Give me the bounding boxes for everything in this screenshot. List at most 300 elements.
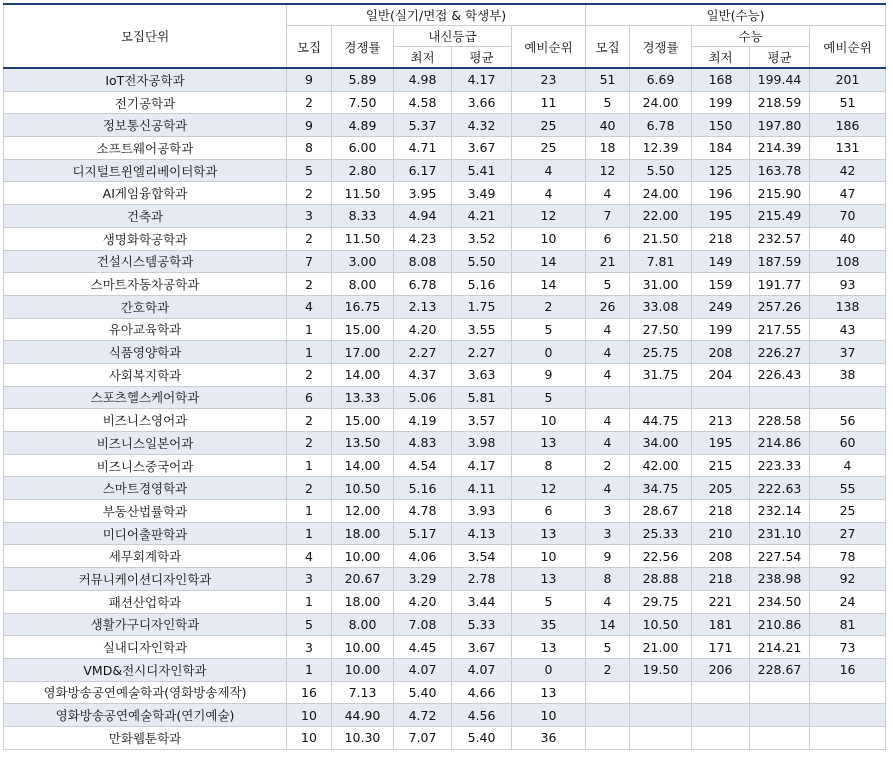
table-row — [4, 91, 886, 114]
general-recruit: 10 — [287, 704, 332, 727]
csat-waitlist: 55 — [810, 477, 886, 500]
general-waitlist: 25 — [512, 114, 586, 137]
csat-waitlist — [810, 386, 886, 409]
general-grade-average: 2.27 — [452, 341, 512, 364]
csat-score-lowest: 206 — [692, 658, 750, 681]
department-name: AI게임융합학과 — [4, 182, 287, 205]
general-grade-lowest: 3.29 — [394, 568, 452, 591]
header-g-waitlist: 예비순위 — [512, 26, 586, 69]
general-grade-average: 4.32 — [452, 114, 512, 137]
general-grade-average: 3.52 — [452, 227, 512, 250]
general-waitlist: 11 — [512, 91, 586, 114]
department-name: 디지털트윈엘리베이터학과 — [4, 159, 287, 182]
general-waitlist: 0 — [512, 341, 586, 364]
csat-score-lowest: 208 — [692, 341, 750, 364]
csat-waitlist: 56 — [810, 409, 886, 432]
csat-competition: 25.33 — [630, 522, 692, 545]
csat-score-lowest: 215 — [692, 454, 750, 477]
general-grade-average: 4.66 — [452, 681, 512, 704]
csat-score-average: 215.49 — [750, 205, 810, 228]
csat-competition: 5.50 — [630, 159, 692, 182]
general-waitlist: 10 — [512, 704, 586, 727]
general-grade-lowest: 2.27 — [394, 341, 452, 364]
general-waitlist: 10 — [512, 227, 586, 250]
csat-waitlist: 27 — [810, 522, 886, 545]
general-grade-average: 3.67 — [452, 137, 512, 160]
csat-recruit: 4 — [586, 363, 630, 386]
general-waitlist: 6 — [512, 500, 586, 523]
general-recruit: 1 — [287, 500, 332, 523]
table-row — [4, 159, 886, 182]
general-recruit: 8 — [287, 137, 332, 160]
table-row — [4, 409, 886, 432]
general-grade-lowest: 4.72 — [394, 704, 452, 727]
csat-recruit: 3 — [586, 522, 630, 545]
general-competition: 14.00 — [332, 454, 394, 477]
csat-recruit — [586, 386, 630, 409]
general-recruit: 9 — [287, 68, 332, 91]
department-name: 스마트자동차공학과 — [4, 273, 287, 296]
table-row — [4, 227, 886, 250]
table-row — [4, 341, 886, 364]
general-grade-average: 1.75 — [452, 295, 512, 318]
csat-waitlist: 93 — [810, 273, 886, 296]
general-recruit: 4 — [287, 545, 332, 568]
csat-recruit: 51 — [586, 68, 630, 91]
csat-competition — [630, 386, 692, 409]
general-competition: 4.89 — [332, 114, 394, 137]
csat-score-average: 232.57 — [750, 227, 810, 250]
general-grade-lowest: 4.98 — [394, 68, 452, 91]
general-grade-lowest: 5.06 — [394, 386, 452, 409]
general-competition: 11.50 — [332, 227, 394, 250]
csat-score-lowest: 171 — [692, 636, 750, 659]
header-c-competition: 경쟁률 — [630, 26, 692, 69]
general-waitlist: 13 — [512, 522, 586, 545]
csat-waitlist: 37 — [810, 341, 886, 364]
csat-competition: 31.75 — [630, 363, 692, 386]
header-group-general-csat: 일반(수능) — [586, 4, 886, 26]
csat-score-average: 187.59 — [750, 250, 810, 273]
csat-score-average: 210.86 — [750, 613, 810, 636]
csat-waitlist — [810, 726, 886, 749]
csat-score-average: 228.58 — [750, 409, 810, 432]
general-grade-average: 3.93 — [452, 500, 512, 523]
department-name: 비즈니스중국어과 — [4, 454, 287, 477]
table-row — [4, 318, 886, 341]
csat-recruit: 5 — [586, 636, 630, 659]
general-grade-average: 3.57 — [452, 409, 512, 432]
csat-score-average: 217.55 — [750, 318, 810, 341]
general-grade-average: 3.49 — [452, 182, 512, 205]
table-row — [4, 636, 886, 659]
general-grade-average: 5.40 — [452, 726, 512, 749]
general-grade-lowest: 5.37 — [394, 114, 452, 137]
csat-competition: 6.69 — [630, 68, 692, 91]
general-recruit: 2 — [287, 91, 332, 114]
table-row — [4, 681, 886, 704]
general-recruit: 6 — [287, 386, 332, 409]
department-name: 영화방송공연예술학과(영화방송제작) — [4, 681, 287, 704]
csat-score-lowest: 210 — [692, 522, 750, 545]
general-grade-lowest: 7.08 — [394, 613, 452, 636]
csat-waitlist: 47 — [810, 182, 886, 205]
csat-score-average: 223.33 — [750, 454, 810, 477]
department-name: 유아교육학과 — [4, 318, 287, 341]
csat-score-average: 231.10 — [750, 522, 810, 545]
csat-score-average: 191.77 — [750, 273, 810, 296]
general-waitlist: 13 — [512, 636, 586, 659]
csat-recruit: 2 — [586, 454, 630, 477]
csat-competition: 27.50 — [630, 318, 692, 341]
general-grade-average: 4.21 — [452, 205, 512, 228]
csat-score-average: 227.54 — [750, 545, 810, 568]
csat-waitlist: 38 — [810, 363, 886, 386]
header-g-lowest: 최저 — [394, 47, 452, 69]
general-recruit: 2 — [287, 432, 332, 455]
table-row — [4, 568, 886, 591]
general-grade-average: 3.44 — [452, 590, 512, 613]
general-grade-average: 3.98 — [452, 432, 512, 455]
csat-score-lowest: 221 — [692, 590, 750, 613]
csat-score-average: 215.90 — [750, 182, 810, 205]
csat-recruit: 2 — [586, 658, 630, 681]
csat-score-lowest: 181 — [692, 613, 750, 636]
csat-recruit: 4 — [586, 341, 630, 364]
general-competition: 15.00 — [332, 409, 394, 432]
header-g-average: 평균 — [452, 47, 512, 69]
csat-competition: 7.81 — [630, 250, 692, 273]
table-row — [4, 114, 886, 137]
header-unit: 모집단위 — [4, 4, 287, 68]
department-name: 생명화학공학과 — [4, 227, 287, 250]
general-recruit: 3 — [287, 205, 332, 228]
csat-score-lowest: 149 — [692, 250, 750, 273]
csat-score-lowest: 150 — [692, 114, 750, 137]
csat-score-lowest: 168 — [692, 68, 750, 91]
table-header — [4, 4, 886, 68]
general-grade-average: 5.41 — [452, 159, 512, 182]
csat-waitlist: 131 — [810, 137, 886, 160]
csat-competition — [630, 681, 692, 704]
csat-score-average: 197.80 — [750, 114, 810, 137]
csat-competition: 10.50 — [630, 613, 692, 636]
general-competition: 12.00 — [332, 500, 394, 523]
department-name: 미디어출판학과 — [4, 522, 287, 545]
department-name: 커뮤니케이션디자인학과 — [4, 568, 287, 591]
csat-score-average: 257.26 — [750, 295, 810, 318]
general-competition: 17.00 — [332, 341, 394, 364]
csat-score-average: 222.63 — [750, 477, 810, 500]
general-grade-lowest: 4.58 — [394, 91, 452, 114]
table-row — [4, 590, 886, 613]
csat-waitlist — [810, 704, 886, 727]
csat-recruit: 4 — [586, 590, 630, 613]
general-competition: 3.00 — [332, 250, 394, 273]
general-grade-lowest: 6.17 — [394, 159, 452, 182]
general-competition: 13.33 — [332, 386, 394, 409]
csat-waitlist: 92 — [810, 568, 886, 591]
general-recruit: 16 — [287, 681, 332, 704]
csat-waitlist: 138 — [810, 295, 886, 318]
department-name: 스마트경영학과 — [4, 477, 287, 500]
general-waitlist: 5 — [512, 318, 586, 341]
csat-score-lowest: 204 — [692, 363, 750, 386]
header-g-grade: 내신등급 — [394, 26, 512, 47]
general-grade-lowest: 3.95 — [394, 182, 452, 205]
csat-score-average: 163.78 — [750, 159, 810, 182]
csat-competition: 31.00 — [630, 273, 692, 296]
table-row — [4, 250, 886, 273]
general-waitlist: 23 — [512, 68, 586, 91]
table-row — [4, 704, 886, 727]
general-grade-average: 3.63 — [452, 363, 512, 386]
table-row — [4, 137, 886, 160]
general-grade-average: 3.67 — [452, 636, 512, 659]
csat-recruit: 5 — [586, 273, 630, 296]
general-competition: 10.50 — [332, 477, 394, 500]
general-recruit: 1 — [287, 318, 332, 341]
general-grade-average: 4.11 — [452, 477, 512, 500]
csat-competition: 28.88 — [630, 568, 692, 591]
general-recruit: 1 — [287, 590, 332, 613]
csat-waitlist — [810, 681, 886, 704]
csat-competition: 28.67 — [630, 500, 692, 523]
csat-score-average: 232.14 — [750, 500, 810, 523]
general-grade-lowest: 4.78 — [394, 500, 452, 523]
general-grade-lowest: 2.13 — [394, 295, 452, 318]
general-grade-average: 4.17 — [452, 454, 512, 477]
csat-score-average — [750, 704, 810, 727]
general-waitlist: 14 — [512, 273, 586, 296]
general-recruit: 2 — [287, 182, 332, 205]
csat-waitlist: 42 — [810, 159, 886, 182]
general-grade-lowest: 4.83 — [394, 432, 452, 455]
csat-score-lowest — [692, 726, 750, 749]
general-grade-average: 3.55 — [452, 318, 512, 341]
csat-score-lowest: 159 — [692, 273, 750, 296]
header-g-recruit: 모집 — [287, 26, 332, 69]
table-row — [4, 205, 886, 228]
general-recruit: 2 — [287, 363, 332, 386]
csat-score-average: 238.98 — [750, 568, 810, 591]
csat-recruit: 4 — [586, 432, 630, 455]
general-waitlist: 25 — [512, 137, 586, 160]
csat-score-lowest — [692, 386, 750, 409]
table-row — [4, 658, 886, 681]
csat-competition: 34.75 — [630, 477, 692, 500]
general-grade-average: 4.13 — [452, 522, 512, 545]
general-recruit: 5 — [287, 613, 332, 636]
general-waitlist: 9 — [512, 363, 586, 386]
csat-waitlist: 43 — [810, 318, 886, 341]
csat-recruit: 5 — [586, 91, 630, 114]
csat-score-lowest — [692, 704, 750, 727]
general-competition: 2.80 — [332, 159, 394, 182]
csat-recruit: 9 — [586, 545, 630, 568]
csat-waitlist: 108 — [810, 250, 886, 273]
csat-score-lowest: 205 — [692, 477, 750, 500]
general-waitlist: 2 — [512, 295, 586, 318]
general-competition: 7.13 — [332, 681, 394, 704]
general-competition: 44.90 — [332, 704, 394, 727]
csat-waitlist: 81 — [810, 613, 886, 636]
general-recruit: 1 — [287, 522, 332, 545]
general-competition: 7.50 — [332, 91, 394, 114]
department-name: 비즈니스일본어과 — [4, 432, 287, 455]
general-competition: 10.00 — [332, 636, 394, 659]
header-c-average: 평균 — [750, 47, 810, 69]
general-competition: 10.30 — [332, 726, 394, 749]
csat-waitlist: 70 — [810, 205, 886, 228]
csat-recruit: 21 — [586, 250, 630, 273]
csat-waitlist: 24 — [810, 590, 886, 613]
department-name: 생활가구디자인학과 — [4, 613, 287, 636]
csat-waitlist: 78 — [810, 545, 886, 568]
header-c-waitlist: 예비순위 — [810, 26, 886, 69]
department-name: 스포츠헬스케어학과 — [4, 386, 287, 409]
general-grade-lowest: 4.20 — [394, 318, 452, 341]
general-grade-lowest: 4.94 — [394, 205, 452, 228]
csat-recruit: 4 — [586, 182, 630, 205]
csat-recruit — [586, 704, 630, 727]
general-waitlist: 13 — [512, 681, 586, 704]
general-grade-lowest: 4.06 — [394, 545, 452, 568]
general-grade-average: 5.16 — [452, 273, 512, 296]
general-competition: 6.00 — [332, 137, 394, 160]
table-row — [4, 386, 886, 409]
general-waitlist: 35 — [512, 613, 586, 636]
csat-score-lowest: 195 — [692, 205, 750, 228]
general-competition: 16.75 — [332, 295, 394, 318]
csat-waitlist: 16 — [810, 658, 886, 681]
general-grade-average: 5.81 — [452, 386, 512, 409]
general-waitlist: 4 — [512, 159, 586, 182]
csat-competition: 44.75 — [630, 409, 692, 432]
general-grade-average: 4.56 — [452, 704, 512, 727]
csat-waitlist: 25 — [810, 500, 886, 523]
csat-score-lowest: 196 — [692, 182, 750, 205]
csat-score-lowest: 125 — [692, 159, 750, 182]
csat-competition — [630, 726, 692, 749]
csat-recruit: 12 — [586, 159, 630, 182]
csat-recruit: 7 — [586, 205, 630, 228]
general-competition: 18.00 — [332, 590, 394, 613]
department-name: 세무회계학과 — [4, 545, 287, 568]
table-body — [4, 68, 886, 749]
general-grade-lowest: 4.37 — [394, 363, 452, 386]
csat-score-lowest: 184 — [692, 137, 750, 160]
general-competition: 8.00 — [332, 273, 394, 296]
csat-competition: 12.39 — [630, 137, 692, 160]
general-waitlist: 0 — [512, 658, 586, 681]
csat-waitlist: 60 — [810, 432, 886, 455]
general-grade-average: 3.54 — [452, 545, 512, 568]
general-recruit: 1 — [287, 341, 332, 364]
csat-recruit — [586, 681, 630, 704]
csat-score-average: 199.44 — [750, 68, 810, 91]
csat-competition: 33.08 — [630, 295, 692, 318]
department-name: 소프트웨어공학과 — [4, 137, 287, 160]
department-name: 정보통신공학과 — [4, 114, 287, 137]
table-row — [4, 613, 886, 636]
general-grade-lowest: 4.54 — [394, 454, 452, 477]
csat-recruit: 6 — [586, 227, 630, 250]
csat-score-average: 214.86 — [750, 432, 810, 455]
general-competition: 8.00 — [332, 613, 394, 636]
department-name: 패션산업학과 — [4, 590, 287, 613]
csat-waitlist: 73 — [810, 636, 886, 659]
general-grade-average: 3.66 — [452, 91, 512, 114]
csat-recruit — [586, 726, 630, 749]
csat-waitlist: 201 — [810, 68, 886, 91]
department-name: 건축과 — [4, 205, 287, 228]
header-g-competition: 경쟁률 — [332, 26, 394, 69]
department-name: 비즈니스영어과 — [4, 409, 287, 432]
csat-recruit: 26 — [586, 295, 630, 318]
general-recruit: 9 — [287, 114, 332, 137]
general-recruit: 7 — [287, 250, 332, 273]
general-grade-lowest: 5.16 — [394, 477, 452, 500]
csat-score-lowest: 218 — [692, 568, 750, 591]
csat-waitlist: 40 — [810, 227, 886, 250]
general-grade-lowest: 4.45 — [394, 636, 452, 659]
general-grade-lowest: 8.08 — [394, 250, 452, 273]
general-grade-lowest: 5.17 — [394, 522, 452, 545]
general-grade-lowest: 5.40 — [394, 681, 452, 704]
csat-competition: 25.75 — [630, 341, 692, 364]
header-c-csat: 수능 — [692, 26, 810, 47]
general-waitlist: 5 — [512, 386, 586, 409]
general-recruit: 2 — [287, 477, 332, 500]
csat-score-lowest: 249 — [692, 295, 750, 318]
general-waitlist: 10 — [512, 545, 586, 568]
csat-score-average: 228.67 — [750, 658, 810, 681]
general-recruit: 1 — [287, 658, 332, 681]
csat-competition — [630, 704, 692, 727]
general-grade-lowest: 6.78 — [394, 273, 452, 296]
department-name: 영화방송공연예술학과(연기예술) — [4, 704, 287, 727]
table-row — [4, 522, 886, 545]
general-recruit: 4 — [287, 295, 332, 318]
general-recruit: 3 — [287, 636, 332, 659]
general-grade-lowest: 4.07 — [394, 658, 452, 681]
csat-score-average: 214.39 — [750, 137, 810, 160]
table-row — [4, 500, 886, 523]
general-competition: 11.50 — [332, 182, 394, 205]
general-grade-average: 4.17 — [452, 68, 512, 91]
general-recruit: 5 — [287, 159, 332, 182]
general-competition: 8.33 — [332, 205, 394, 228]
table-row — [4, 454, 886, 477]
table-row — [4, 182, 886, 205]
general-waitlist: 12 — [512, 477, 586, 500]
csat-score-lowest: 199 — [692, 91, 750, 114]
csat-competition: 34.00 — [630, 432, 692, 455]
general-grade-average: 4.07 — [452, 658, 512, 681]
csat-competition: 21.00 — [630, 636, 692, 659]
table-row — [4, 295, 886, 318]
general-recruit: 2 — [287, 273, 332, 296]
csat-score-lowest: 213 — [692, 409, 750, 432]
general-competition: 18.00 — [332, 522, 394, 545]
general-waitlist: 14 — [512, 250, 586, 273]
csat-competition: 42.00 — [630, 454, 692, 477]
csat-competition: 22.56 — [630, 545, 692, 568]
general-waitlist: 10 — [512, 409, 586, 432]
general-competition: 10.00 — [332, 545, 394, 568]
csat-score-lowest — [692, 681, 750, 704]
